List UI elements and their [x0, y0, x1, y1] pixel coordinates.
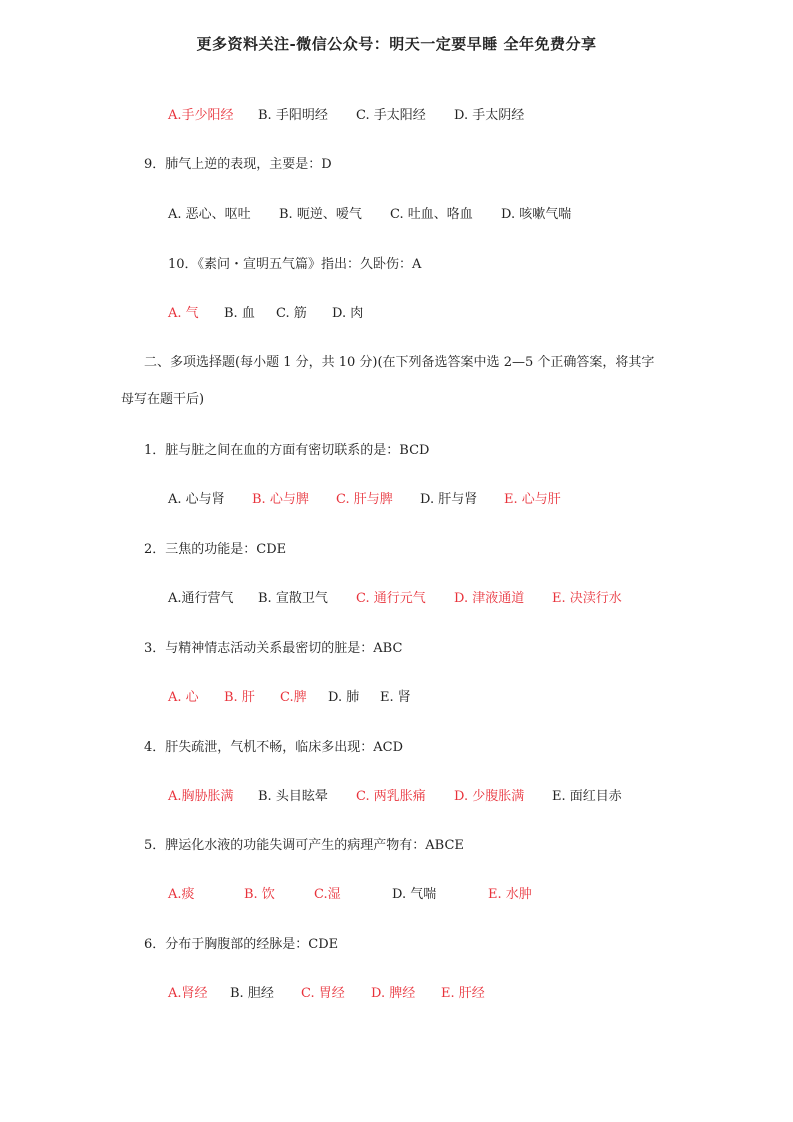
page-header: 更多资料关注-微信公众号：明天一定要早睡 全年免费分享 [196, 35, 597, 53]
m3-option-a: A. 心 [168, 690, 199, 705]
m3-question: 3．与精神情志活动关系最密切的脏是：ABC [144, 641, 403, 656]
m1-option-e: E. 心与肝 [504, 492, 561, 507]
q10-question: 10．《素问・宣明五气篇》指出：久卧伤：A [168, 257, 422, 272]
q10-option-c: C. 筋 [276, 306, 307, 321]
m2-option-d: D. 津液通道 [454, 591, 525, 606]
m2-option-a: A.通行营气 [168, 591, 234, 606]
m3-option-d: D. 肺 [328, 690, 360, 705]
m6-option-d: D. 脾经 [371, 986, 416, 1001]
m1-option-c: C. 肝与脾 [336, 492, 393, 507]
m4-option-e: E. 面红目赤 [552, 789, 622, 804]
m5-option-e: E. 水肿 [488, 887, 532, 902]
m6-option-b: B. 胆经 [230, 986, 274, 1001]
m2-option-c: C. 通行元气 [356, 591, 426, 606]
q9-option-b: B. 呃逆、嗳气 [279, 207, 362, 222]
m5-option-a: A.痰 [168, 887, 195, 902]
q9-question: 9．肺气上逆的表现，主要是：D [144, 157, 332, 172]
q8-option-d: D. 手太阴经 [454, 108, 525, 123]
m6-option-c: C. 胃经 [301, 986, 345, 1001]
m5-option-c: C.湿 [314, 887, 341, 902]
m4-option-c: C. 两乳胀痛 [356, 789, 426, 804]
m4-option-d: D. 少腹胀满 [454, 789, 525, 804]
q9-option-a: A. 恶心、呕吐 [168, 207, 251, 222]
m4-question: 4．肝失疏泄，气机不畅，临床多出现：ACD [144, 740, 404, 755]
m6-options [168, 985, 485, 1003]
m2-options [168, 590, 622, 608]
m5-option-b: B. 饮 [244, 887, 275, 902]
m5-options [168, 886, 532, 904]
m1-question: 1．脏与脏之间在血的方面有密切联系的是：BCD [144, 443, 430, 458]
m6-question: 6．分布于胸腹部的经脉是：CDE [144, 937, 339, 952]
m1-option-d: D. 肝与肾 [420, 492, 478, 507]
q9-option-c: C. 吐血、咯血 [390, 207, 473, 222]
section2-heading: 二、多项选择题(每小题 1 分，共 10 分)(在下列备选答案中选 2—5 个正确答案，将其字 [144, 355, 655, 370]
q8-option-c: C. 手太阳经 [356, 108, 426, 123]
q10-option-a: A. 气 [168, 306, 199, 321]
q10-options [168, 305, 363, 323]
q8-option-a: A.手少阳经 [168, 108, 234, 123]
m4-options [168, 788, 622, 806]
m1-options [168, 491, 561, 509]
q8-option-b: B. 手阳明经 [258, 108, 328, 123]
m6-option-a: A.肾经 [168, 986, 208, 1001]
m3-option-c: C.脾 [280, 690, 307, 705]
q9-options [168, 206, 571, 224]
m3-options [168, 689, 411, 707]
m3-option-b: B. 肝 [224, 690, 255, 705]
m2-question: 2．三焦的功能是：CDE [144, 542, 287, 557]
m1-option-a: A. 心与肾 [168, 492, 225, 507]
q9-option-d: D. 咳嗽气喘 [501, 207, 572, 222]
m2-option-e: E. 决渎行水 [552, 591, 622, 606]
m6-option-e: E. 肝经 [441, 986, 485, 1001]
q10-option-b: B. 血 [224, 306, 255, 321]
section2-heading-cont: 母写在题干后) [121, 392, 205, 407]
m5-option-d: D. 气喘 [392, 887, 437, 902]
m5-question: 5．脾运化水液的功能失调可产生的病理产物有：ABCE [144, 838, 464, 853]
q10-option-d: D. 肉 [332, 306, 364, 321]
m2-option-b: B. 宣散卫气 [258, 591, 328, 606]
m4-option-b: B. 头目眩晕 [258, 789, 328, 804]
m1-option-b: B. 心与脾 [252, 492, 309, 507]
m4-option-a: A.胸胁胀满 [168, 789, 234, 804]
m3-option-e: E. 肾 [380, 690, 411, 705]
q8-options [168, 107, 524, 125]
